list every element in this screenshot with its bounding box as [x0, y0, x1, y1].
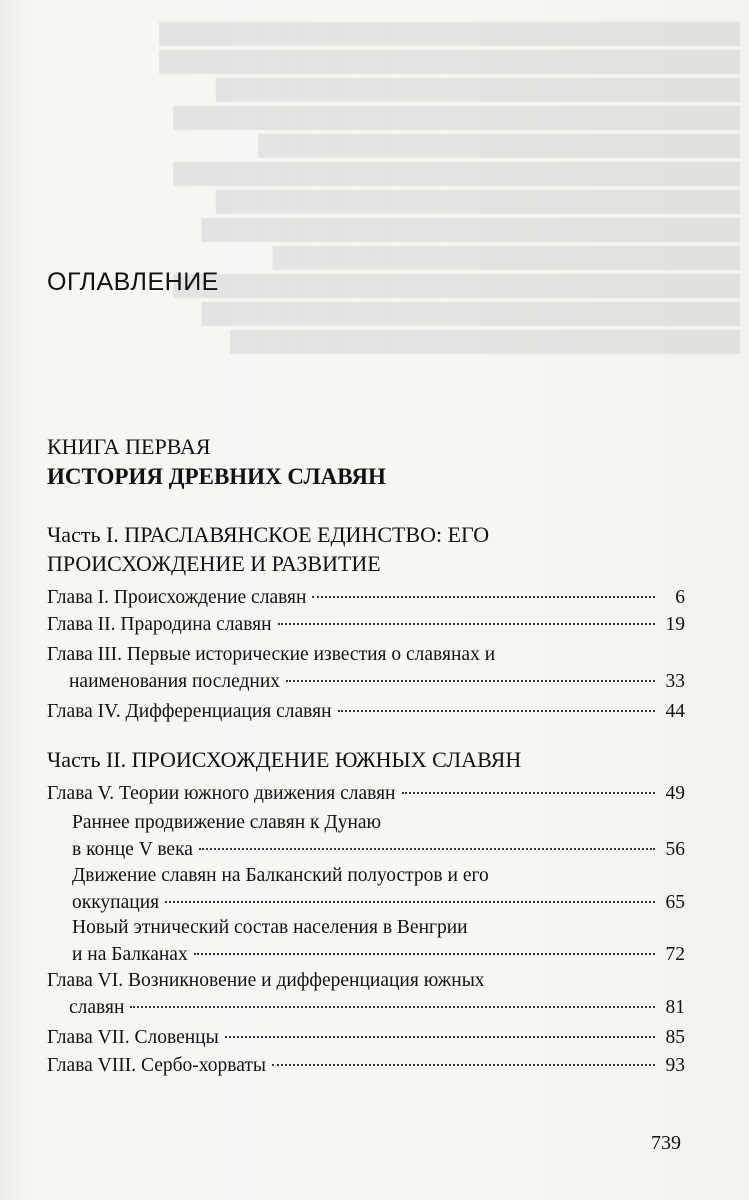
toc-entry-page: 19	[665, 614, 685, 635]
leader-dots	[130, 1006, 655, 1008]
toc-entry-label: Движение славян на Балканский полуостров и его	[72, 865, 489, 886]
toc-entry-label: Новый этнический состав населения в Венгрии	[72, 917, 468, 938]
toc-entry-page: 72	[665, 944, 685, 965]
toc-entry-ch2[interactable]	[47, 611, 685, 638]
leader-dots	[278, 623, 655, 625]
toc-entry-ch5[interactable]	[47, 780, 685, 807]
toc-entry-page: 33	[665, 671, 685, 692]
toc-entry-label-cont: наименования последних	[69, 671, 281, 692]
page-number: 739	[651, 1132, 681, 1154]
toc-entry-label: Глава VI. Возникновение и дифференциация южных	[47, 970, 485, 991]
toc-entry-label: Глава VIII. Сербо-хорваты	[47, 1055, 267, 1076]
leader-dots	[225, 1036, 655, 1038]
toc-entry-page: 93	[665, 1055, 685, 1076]
toc-entry-label: Глава V. Теории южного движения славян	[47, 783, 396, 804]
toc-entry-label: Раннее продвижение славян к Дунаю	[72, 812, 382, 833]
book-heading	[47, 432, 386, 492]
part-1-line-2: ПРОИСХОЖДЕНИЕ И РАЗВИТИЕ	[47, 551, 381, 576]
toc-entry-ch6[interactable]	[47, 967, 685, 1021]
toc-entry-label: Глава I. Происхождение славян	[47, 587, 307, 608]
part-heading-1	[47, 520, 697, 578]
book-label: КНИГА ПЕРВАЯ	[47, 434, 211, 459]
leader-dots	[272, 1064, 655, 1066]
toc-entry-sub-2[interactable]	[72, 862, 685, 916]
toc-entry-page: 49	[665, 783, 685, 804]
toc-entry-page: 81	[665, 997, 685, 1018]
toc-entry-label-cont: в конце V века	[72, 839, 193, 860]
leader-dots	[286, 680, 655, 682]
toc-entry-ch3[interactable]	[47, 641, 685, 695]
page-title: ОГЛАВЛЕНИЕ	[47, 268, 219, 296]
toc-entry-page: 44	[665, 701, 685, 722]
toc-entry-page: 85	[665, 1027, 685, 1048]
bleed-through-decoration: █████████████████████████████████████████ █████████████████████████████████████████ █████████████████████████████████████ ████████████████████████████████████████ ██████████████████████████████████ ████████████████████████████████████████ █████████████████████████████████████ ██████████████████████████████████████ █████████████████████████████████ ████████████████████████████████████████ ██████████████████████████████████████ ████████████████████████████████████	[159, 23, 740, 353]
leader-dots	[312, 596, 655, 598]
toc-entry-label-cont: и на Балканах	[72, 944, 188, 965]
leader-dots	[165, 901, 655, 903]
toc-entry-label: Глава III. Первые исторические известия о славянах и	[47, 644, 496, 665]
toc-entry-label-cont: славян	[69, 997, 125, 1018]
toc-entry-label: Глава II. Прародина славян	[47, 614, 272, 635]
book-title: ИСТОРИЯ ДРЕВНИХ СЛАВЯН	[47, 464, 386, 489]
toc-entry-label: Глава IV. Дифференциация славян	[47, 701, 332, 722]
toc-entry-page: 65	[665, 892, 685, 913]
toc-entry-label-cont: оккупация	[72, 892, 160, 913]
toc-entry-page: 56	[665, 839, 685, 860]
toc-entry-sub-3[interactable]	[72, 914, 685, 968]
toc-entry-label: Глава VII. Словенцы	[47, 1027, 219, 1048]
toc-entry-page: 6	[675, 587, 685, 608]
toc-entry-ch8[interactable]	[47, 1052, 685, 1079]
toc-entry-ch7[interactable]	[47, 1024, 685, 1051]
part-heading-2	[47, 745, 697, 774]
part-1-line-1: Часть I. ПРАСЛАВЯНСКОЕ ЕДИНСТВО: ЕГО	[47, 522, 490, 547]
leader-dots	[402, 792, 656, 794]
leader-dots	[194, 953, 655, 955]
toc-entry-ch4[interactable]	[47, 698, 685, 725]
part-2-line-1: Часть II. ПРОИСХОЖДЕНИЕ ЮЖНЫХ СЛАВЯН	[47, 747, 522, 772]
leader-dots	[199, 848, 655, 850]
toc-entry-ch1[interactable]	[47, 584, 685, 611]
leader-dots	[338, 710, 655, 712]
toc-entry-sub-1[interactable]	[72, 809, 685, 863]
